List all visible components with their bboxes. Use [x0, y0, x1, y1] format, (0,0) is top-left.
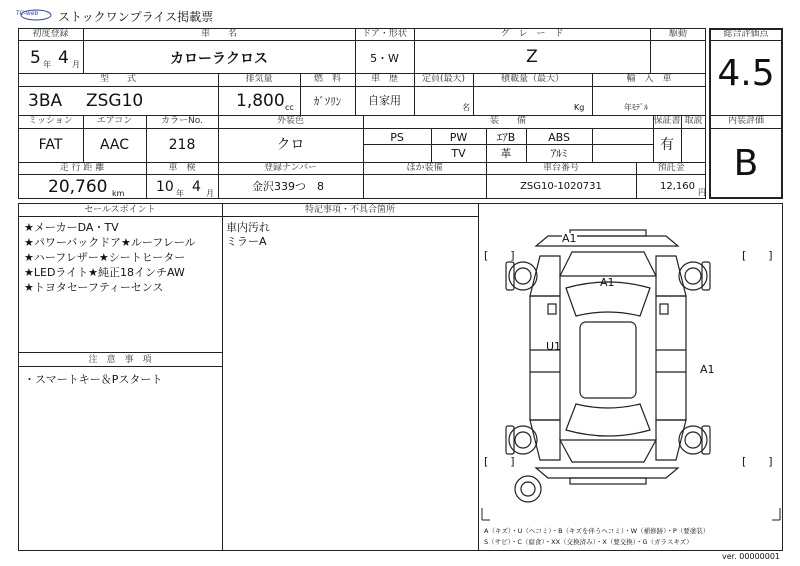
overall-score-value: 4.5 — [717, 53, 775, 94]
inspection-month-value: 4 — [192, 179, 201, 195]
interior-score-value: B — [733, 143, 759, 184]
header-warranty: 保証書 — [653, 116, 681, 126]
grade-value: Z — [526, 47, 538, 67]
header-usage: 車 歴 — [370, 74, 398, 84]
header-mileage: 走 行 距 離 — [59, 163, 105, 173]
header-cautions: 注 意 事 項 — [88, 355, 152, 365]
unit-kg: Kg — [574, 103, 585, 112]
header-manual: 取説 — [684, 116, 703, 126]
model-prefix-value: 3BA — [28, 91, 63, 111]
unit-yen: 円 — [698, 188, 706, 197]
header-exterior-color: 外装色 — [276, 116, 304, 126]
list-item: ★トヨタセーフティーセンス — [24, 281, 164, 294]
logo-text: TC-web — [16, 10, 39, 17]
header-aircon: エアコン — [96, 116, 133, 126]
header-model: 型 式 — [99, 74, 136, 84]
list-item: 車内汚れ — [226, 221, 270, 234]
header-other-equipment: ほか装備 — [406, 163, 443, 173]
header-grade: グ レ ー ド — [500, 29, 564, 39]
header-displacement: 排気量 — [245, 74, 273, 84]
header-drive: 駆動 — [668, 29, 687, 39]
displacement-value: 1,800 — [236, 91, 285, 111]
unit-inspection-year: 年 — [176, 189, 184, 198]
warranty-value: 有 — [660, 137, 674, 153]
bracket-rear-left: [ ] — [484, 455, 515, 468]
header-capacity: 定員(最大) — [421, 74, 466, 84]
unit-year-model: 年ﾓﾃﾞﾙ — [624, 103, 648, 112]
page-title: ストックワンプライス掲載票 — [58, 10, 214, 24]
chassis-no-value: ZSG10-1020731 — [520, 181, 602, 192]
car-name-value: カローラクロス — [170, 51, 268, 67]
first-reg-month: 4 — [58, 48, 69, 68]
bracket-rear-right: [ ] — [742, 455, 773, 468]
list-item: ・スマートキー＆Pスタート — [24, 373, 163, 386]
color-no-value: 218 — [168, 137, 196, 153]
damage-mark-left-door: U1 — [546, 340, 562, 353]
header-mission: ミッション — [28, 116, 73, 126]
bracket-front-right: [ ] — [742, 249, 773, 262]
equip-tv: TV — [451, 147, 466, 160]
header-chassis-no: 車台番号 — [542, 163, 579, 173]
equip-airbag: ｴｱB — [496, 131, 516, 144]
list-item: ★ハーフレザー★シートヒーター — [24, 251, 186, 264]
header-load: 積載量（最大） — [500, 74, 564, 84]
header-equipment: 装 備 — [489, 116, 526, 126]
damage-legend-line2: S（サビ）・C（腐食）・XX（交換済み）・X（要交換）・G（ガラスキズ） — [484, 538, 693, 546]
unit-person: 名 — [462, 103, 470, 112]
equip-ps: PS — [390, 131, 404, 144]
header-deposit: 預託金 — [657, 163, 685, 173]
header-plate: 登録ナンバー — [264, 163, 317, 173]
damage-mark-hood: A1 — [600, 276, 615, 289]
header-car-name: 車 名 — [200, 29, 237, 39]
unit-inspection-month: 月 — [206, 189, 214, 198]
deposit-value: 12,160 — [660, 181, 695, 192]
model-value: ZSG10 — [86, 91, 144, 111]
aircon-value: AAC — [99, 137, 130, 153]
header-import: 輸 入 車 — [626, 74, 672, 84]
unit-cc: cc — [285, 103, 294, 112]
list-item: ミラーA — [226, 235, 267, 248]
plate-value: 金沢339つ 8 — [252, 180, 324, 193]
usage-value: 自家用 — [368, 94, 401, 107]
header-fuel: 燃 料 — [313, 74, 341, 84]
damage-mark-right-door: A1 — [700, 363, 715, 376]
header-sales-points: セールスポイント — [84, 205, 156, 215]
equip-abs: ABS — [548, 131, 570, 144]
header-door-shape: ドア・形状 — [362, 29, 407, 39]
version-label: ver. 00000001 — [722, 552, 781, 561]
equip-alloy: ｱﾙﾐ — [550, 147, 568, 160]
company-logo — [14, 8, 52, 22]
header-color-no: カラーNo. — [161, 116, 203, 126]
unit-month: 月 — [72, 60, 80, 69]
list-item: ★LEDライト★純正18インチAW — [24, 266, 185, 279]
mission-value: FAT — [38, 137, 63, 153]
bracket-front-left: [ ] — [484, 249, 515, 262]
header-notes: 特記事項・不具合箇所 — [304, 205, 395, 215]
header-interior-score: 内装評価 — [727, 116, 764, 126]
unit-km: km — [112, 189, 125, 198]
exterior-color-value: クロ — [276, 137, 305, 153]
fuel-value: ｶﾞｿﾘﾝ — [313, 95, 342, 108]
unit-year: 年 — [43, 60, 51, 69]
inspection-year-value: 10 — [156, 179, 174, 195]
mileage-value: 20,760 — [48, 177, 108, 197]
equip-pw: PW — [449, 131, 468, 144]
damage-mark-front-bumper: A1 — [562, 232, 577, 245]
door-shape-value: 5・W — [370, 52, 399, 65]
list-item: ★メーカーDA・TV — [24, 221, 119, 234]
damage-legend-line1: A（キズ）・U（ヘコミ）・B（キズを伴うヘコミ）・W（補修跡）・P（要塗装） — [484, 527, 710, 535]
header-first-reg: 初度登録 — [32, 29, 69, 39]
equip-leather: 革 — [500, 147, 512, 160]
header-inspection: 車 検 — [168, 163, 196, 173]
list-item: ★パワーバックドア★ルーフレール — [24, 236, 196, 249]
first-reg-year: 5 — [30, 48, 41, 68]
header-overall-score: 総合評価点 — [723, 29, 769, 39]
